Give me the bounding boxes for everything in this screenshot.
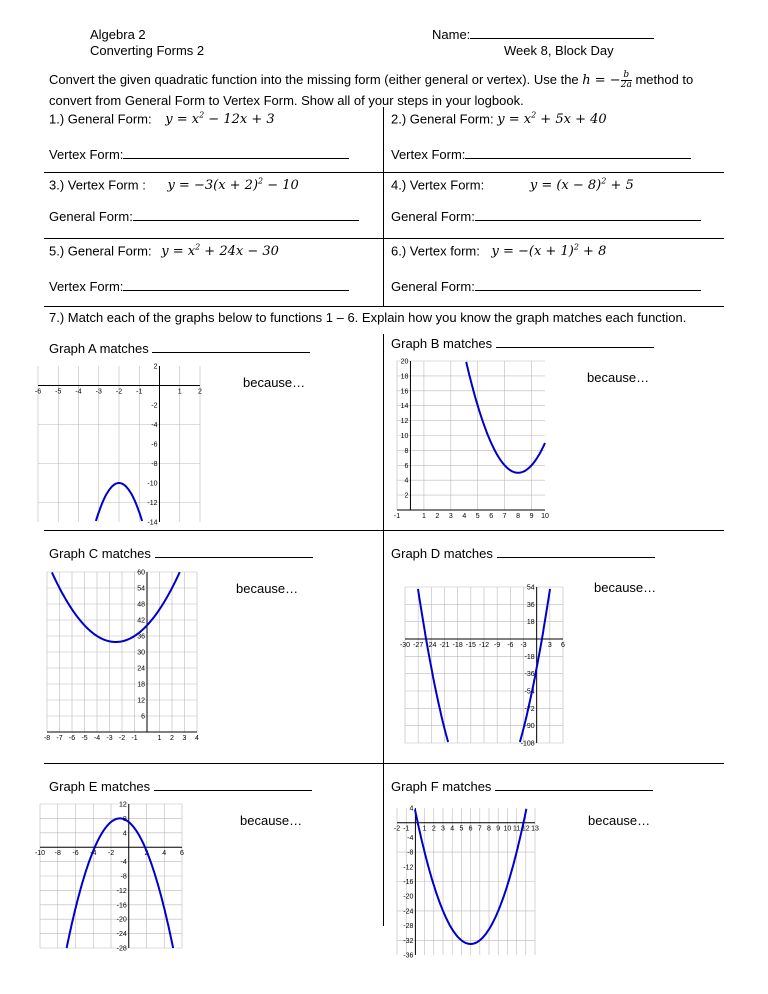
answer-4[interactable] [391,209,701,224]
match-blank[interactable] [496,336,654,348]
because-f: because… [588,813,651,828]
x-tick-label: -10 [34,850,46,858]
y-tick-label: 14 [400,403,409,411]
y-tick-label: -20 [116,916,127,924]
y-tick-label: -20 [403,893,414,901]
answer-5[interactable] [49,279,349,294]
x-tick-label: 8 [516,513,521,520]
y-tick-label: 4 [409,805,414,813]
problem-2-equation: $y = x^2 + 5x + 40$ [497,111,607,128]
given-form-label: General Form: [67,243,152,259]
x-tick-label: -4 [75,388,82,396]
x-tick-label: -2 [393,825,401,833]
x-tick-label: 4 [450,825,455,833]
y-tick-label: 42 [137,617,145,625]
y-tick-label: 12 [137,697,145,705]
y-tick-label: -28 [403,923,414,931]
y-tick-label: 12 [400,418,409,426]
h-formula: h = − [582,72,621,88]
x-tick-label: -2 [115,388,123,396]
x-tick-label: 7 [502,513,507,520]
match-blank[interactable] [152,341,310,353]
graph-divider-h1 [44,530,724,531]
x-tick-label: 5 [459,825,464,833]
y-tick-label: 18 [137,681,145,689]
problem-number: 6.) [391,243,407,259]
y-tick-label: 36 [526,601,535,609]
graph-d [383,583,569,748]
problem-number: 2.) [391,111,407,127]
x-tick-label: -27 [413,642,424,649]
x-tick-label: 4 [195,735,199,742]
y-tick-label: -8 [151,461,158,468]
y-tick-label: 54 [137,585,145,593]
y-tick-label: 6 [141,713,145,721]
problem-2 [391,111,607,127]
y-tick-label: -4 [151,422,158,429]
x-tick-label: 6 [561,642,565,649]
x-tick-label: 2 [144,850,149,858]
answer-blank[interactable] [133,209,359,221]
problem-5 [49,243,279,259]
graph-label: Graph F matches [391,779,492,794]
y-tick-label: 24 [137,665,145,673]
graph-d-match[interactable] [391,546,655,561]
instructions-line2: convert from General Form to Vertex Form. Show all of your steps in your logbook. [49,93,524,108]
x-tick-label: -1 [136,388,143,396]
graph-c [37,566,205,742]
x-tick-label: 11 [512,825,521,833]
graph-f-match[interactable] [391,779,653,794]
x-tick-label: 8 [487,825,491,833]
graph-c-match[interactable] [49,546,313,561]
problem-1 [49,111,275,127]
question-7: 7.) Match each of the graphs below to functions 1 – 6. Explain how you know the graph matches each function. [49,310,687,325]
y-tick-label: -16 [116,902,127,910]
x-tick-label: -7 [56,735,63,742]
y-tick-label: -10 [147,480,158,488]
divider-v1 [383,107,384,172]
x-tick-label: -6 [34,388,42,396]
problem-number: 3.) [49,177,65,193]
divider-v3 [383,238,384,306]
name-field[interactable] [432,27,654,42]
because-a: because… [243,375,306,390]
y-tick-label: -6 [151,441,158,449]
y-tick-label: -36 [524,671,535,679]
x-tick-label: -3 [106,735,113,742]
y-tick-label: -2 [151,402,158,410]
x-tick-label: -6 [507,642,514,649]
answer-label: Vertex Form: [49,147,124,162]
y-tick-label: 16 [400,388,409,396]
name-blank[interactable] [470,27,654,39]
answer-blank[interactable] [123,279,349,291]
answer-blank[interactable] [475,279,701,291]
x-tick-label: 10 [503,825,512,833]
x-tick-label: 1 [421,513,426,520]
y-tick-label: -8 [120,873,127,881]
given-form-label: Vertex form: [409,243,480,259]
x-tick-label: 6 [180,850,184,858]
x-tick-label: -6 [72,850,79,858]
divider-v2 [383,172,384,238]
because-d: because… [594,580,657,595]
x-tick-label: 10 [541,513,549,520]
y-tick-label: -12 [147,500,158,507]
problem-6-equation: $y = -(x + 1)^2 + 8$ [491,243,607,260]
answer-label: General Form: [391,209,475,224]
x-tick-label: 3 [448,513,453,520]
x-tick-label: -1 [131,735,138,742]
y-tick-label: 4 [404,477,409,485]
x-tick-label: 9 [496,825,501,833]
y-tick-label: -72 [524,705,535,713]
x-tick-label: -12 [478,642,490,649]
y-tick-label: 54 [526,584,535,592]
fraction-numerator: b [621,71,632,81]
y-tick-label: -14 [147,519,158,527]
y-tick-label: -24 [116,931,127,939]
graph-e [30,798,190,951]
x-tick-label: -2 [107,850,115,858]
x-tick-label: 2 [431,825,436,833]
x-tick-label: -18 [452,642,463,649]
problem-4 [391,177,634,193]
x-tick-label: 4 [462,513,467,520]
problem-3-equation: $y = -3(x + 2)^2 - 10$ [167,177,299,194]
x-tick-label: -4 [90,850,97,858]
answer-2[interactable] [391,147,691,162]
y-tick-label: 12 [118,801,127,809]
x-tick-label: -4 [93,735,101,742]
y-tick-label: -4 [407,834,414,842]
instructions-line1 [49,71,693,90]
x-tick-label: -5 [55,388,62,396]
graph-a [30,362,205,525]
y-tick-label: 10 [400,433,409,440]
y-tick-label: -16 [403,879,414,886]
graph-divider-h2 [44,763,724,764]
x-tick-label: -8 [43,735,51,742]
y-tick-label: -90 [524,723,535,731]
match-blank[interactable] [155,546,313,558]
y-tick-label: -12 [116,887,127,895]
y-tick-label: 4 [122,830,127,838]
problem-number: 1.) [49,111,65,127]
y-tick-label: -18 [524,653,535,661]
divider-h3 [44,306,724,307]
x-tick-label: -3 [520,642,527,649]
x-tick-label: 1 [157,735,162,742]
x-tick-label: -3 [95,388,102,396]
x-tick-label: 6 [489,513,494,520]
x-tick-label: -15 [465,642,476,649]
x-tick-label: 6 [468,825,473,833]
answer-6[interactable] [391,279,701,294]
graph-e-match[interactable] [49,779,312,794]
answer-label: General Form: [391,279,475,294]
problem-number: 5.) [49,243,65,259]
graph-label: Graph E matches [49,779,151,794]
graph-label: Graph A matches [49,341,149,356]
y-tick-label: 20 [400,358,409,366]
y-tick-label: 48 [137,601,145,609]
graph-b [383,358,553,523]
because-b: because… [587,370,650,385]
match-blank[interactable] [495,779,653,791]
because-c: because… [236,581,299,596]
y-tick-label: 2 [404,492,409,500]
y-tick-label: 60 [137,569,145,577]
y-tick-label: -8 [407,849,414,857]
x-tick-label: -8 [54,850,61,858]
instructions-text-a: Convert the given quadratic function into the missing form (either general or vertex). Use the [49,71,579,87]
x-tick-label: 5 [475,513,480,520]
y-tick-label: -32 [403,937,414,945]
x-tick-label: 2 [435,513,440,520]
x-tick-label: 3 [182,735,187,742]
x-tick-label: 12 [521,825,530,833]
x-tick-label: -21 [439,642,450,649]
y-tick-label: 8 [122,815,127,823]
answer-blank[interactable] [123,147,349,159]
graph-b-match[interactable] [391,336,654,351]
given-form-label: General Form: [67,111,152,127]
y-tick-label: 30 [137,649,145,657]
x-tick-label: 3 [547,642,552,649]
y-tick-label: -54 [524,688,535,696]
y-tick-label: 6 [404,462,409,470]
problem-3 [49,177,299,193]
x-tick-label: 2 [170,735,174,742]
worksheet-title: Converting Forms 2 [90,43,205,58]
graph-a-match[interactable] [49,341,310,356]
y-tick-label: 18 [400,373,409,381]
x-tick-label: 4 [162,850,167,858]
graph-f [383,805,543,958]
x-tick-label: -9 [494,642,501,649]
x-tick-label: 9 [529,513,534,520]
answer-1[interactable] [49,147,349,162]
y-tick-label: 8 [404,447,409,455]
problem-1-equation: $y = x^2 - 12x + 3$ [165,111,275,128]
x-tick-label: -30 [399,642,411,649]
y-tick-label: -24 [403,908,414,916]
given-form-label: Vertex Form : [67,177,146,193]
divider-h2 [44,238,724,239]
x-tick-label: -2 [118,735,126,742]
problem-4-equation: $y = (x - 8)^2 + 5$ [529,177,634,194]
answer-label: Vertex Form: [391,147,466,162]
x-tick-label: 2 [198,388,202,396]
instructions-text-b: method to [635,71,694,87]
x-tick-label: -5 [81,735,88,742]
given-form-label: General Form: [409,111,494,127]
week-label: Week 8, Block Day [504,43,614,58]
y-tick-label: -36 [403,952,414,960]
answer-3[interactable] [49,209,359,224]
x-tick-label: -24 [426,642,437,649]
answer-label: General Form: [49,209,133,224]
x-tick-label: -6 [68,735,76,742]
graph-label: Graph C matches [49,546,151,561]
answer-blank[interactable] [465,147,691,159]
parabola-curve [67,815,174,948]
y-tick-label: 18 [526,619,535,627]
x-tick-label: 7 [477,825,482,833]
answer-blank[interactable] [475,209,701,221]
y-tick-label: -28 [116,945,127,953]
given-form-label: Vertex Form: [409,177,485,193]
x-tick-label: 1 [422,825,427,833]
y-tick-label: -4 [120,859,127,867]
graph-label: Graph D matches [391,546,493,561]
y-tick-label: 36 [137,633,145,641]
y-tick-label: 2 [153,363,158,371]
match-blank[interactable] [154,779,312,791]
course-title: Algebra 2 [90,27,146,42]
match-blank[interactable] [497,546,655,558]
x-tick-label: 13 [531,825,539,833]
fraction-denominator: 2a [620,80,632,90]
problem-5-equation: $y = x^2 + 24x - 30$ [161,243,279,260]
graph-label: Graph B matches [391,336,493,351]
x-tick-label: -1 [403,825,410,833]
problem-6 [391,243,606,259]
problem-number: 4.) [391,177,407,193]
x-tick-label: -1 [393,513,401,520]
divider-h1 [44,172,724,173]
b-over-2a-fraction [621,71,632,90]
answer-label: Vertex Form: [49,279,124,294]
y-tick-label: -12 [403,864,414,872]
y-tick-label: -108 [520,740,535,748]
because-e: because… [240,813,303,828]
name-label: Name: [432,27,471,42]
x-tick-label: 1 [177,388,182,396]
parabola-curve [52,569,180,642]
x-tick-label: 3 [441,825,445,833]
